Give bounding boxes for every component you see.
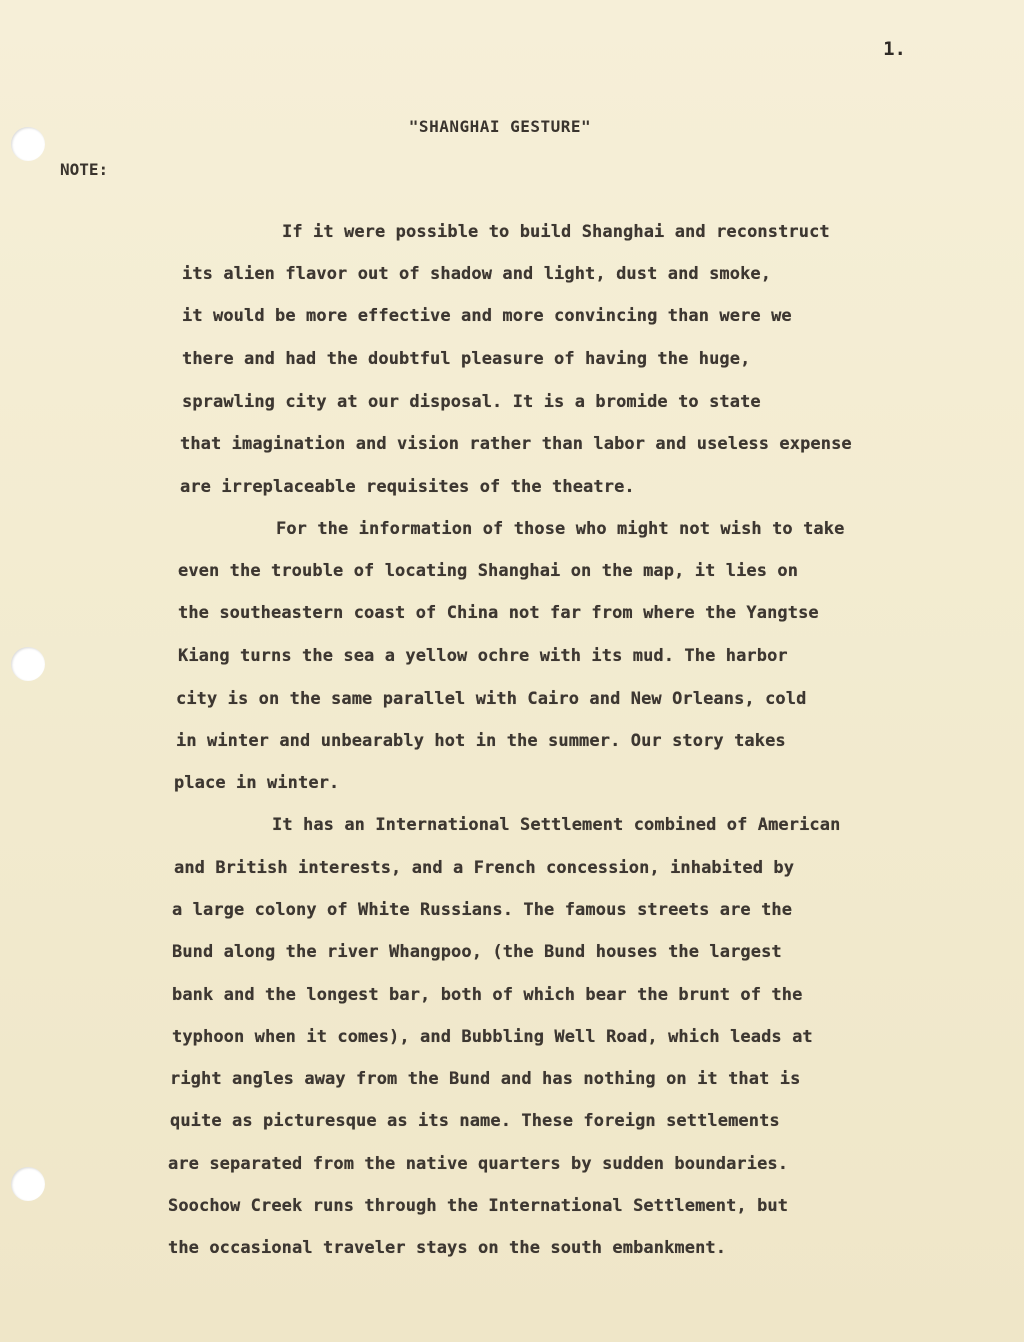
text-line: bank and the longest bar, both of which bear the brunt of the: [172, 985, 803, 1005]
text-line: it would be more effective and more convincing than were we: [182, 306, 792, 326]
text-line: typhoon when it comes), and Bubbling Well Road, which leads at: [172, 1027, 813, 1047]
punch-hole: [11, 647, 45, 681]
text-line: that imagination and vision rather than labor and useless expense: [180, 434, 852, 454]
text-line: right angles away from the Bund and has nothing on it that is: [170, 1069, 801, 1089]
text-line: are irreplaceable requisites of the theatre.: [180, 477, 635, 497]
text-line: even the trouble of locating Shanghai on the map, it lies on: [178, 561, 799, 581]
text-line: It has an International Settlement combined of American: [272, 815, 841, 835]
punch-hole: [11, 1167, 45, 1201]
text-line: in winter and unbearably hot in the summer. Our story takes: [176, 731, 786, 751]
text-line: place in winter.: [174, 773, 340, 793]
text-line: city is on the same parallel with Cairo and New Orleans, cold: [176, 689, 807, 709]
text-line: the southeastern coast of China not far from where the Yangtse: [178, 603, 819, 623]
text-line: Soochow Creek runs through the International Settlement, but: [168, 1196, 789, 1216]
text-line: sprawling city at our disposal. It is a bromide to state: [182, 392, 761, 412]
document-title: "SHANGHAI GESTURE": [408, 117, 592, 136]
text-line: If it were possible to build Shanghai and reconstruct: [282, 222, 830, 242]
page-number: 1.: [883, 38, 906, 60]
text-line: a large colony of White Russians. The famous streets are the: [172, 900, 793, 920]
text-line: For the information of those who might not wish to take: [276, 519, 845, 539]
text-line: quite as picturesque as its name. These foreign settlements: [170, 1111, 780, 1131]
text-line: its alien flavor out of shadow and light, dust and smoke,: [182, 264, 772, 284]
text-line: Bund along the river Whangpoo, (the Bund houses the largest: [172, 942, 782, 962]
text-line: the occasional traveler stays on the south embankment.: [168, 1238, 727, 1258]
text-line: are separated from the native quarters by sudden boundaries.: [168, 1154, 789, 1174]
text-line: Kiang turns the sea a yellow ochre with its mud. The harbor: [178, 646, 788, 666]
text-line: there and had the doubtful pleasure of having the huge,: [182, 349, 751, 369]
note-label: NOTE:: [60, 160, 109, 179]
text-line: and British interests, and a French concession, inhabited by: [174, 858, 795, 878]
